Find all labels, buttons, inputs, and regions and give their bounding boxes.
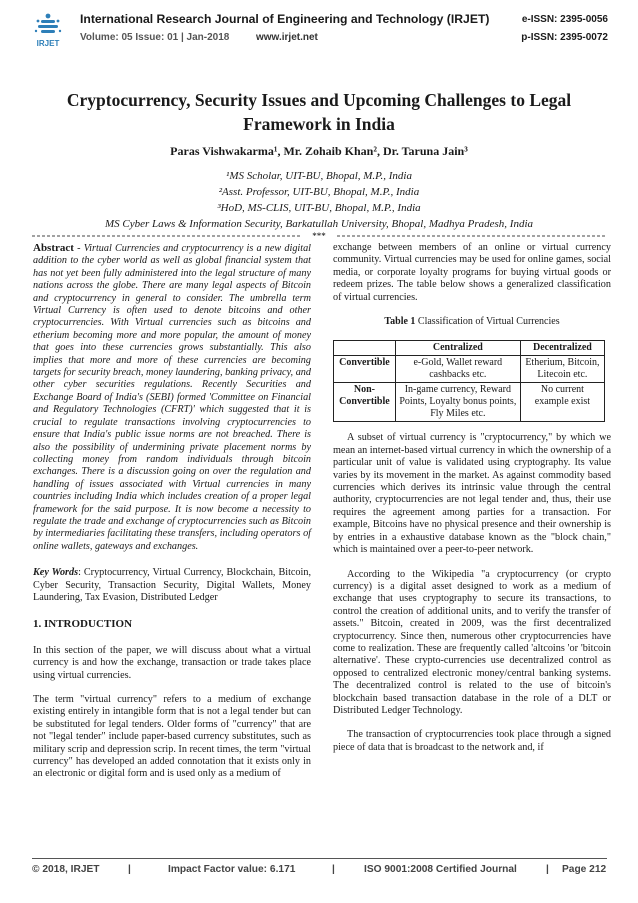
section-heading: 1. INTRODUCTION	[33, 618, 133, 631]
table-corner-cell	[334, 341, 396, 356]
table-cell: Etherium, Bitcoin, Litecoin etc.	[520, 356, 604, 383]
section-separator	[32, 232, 607, 240]
right-paragraph-2: According to the Wikipedia "a cryptocurrency (or crypto currency) is a digital asset designed to work as a medium of exchange that uses cryptography to secure its transactions, to control the creation of additional units, and to verify the transfer of assets." Bitcoin, created in 2009, was the first decentralized cryptocurrency. Since then, numerous other cryptocurrencies have come to realization. These are frequently called 'altcoins 'or 'bitcoin alternative'. These crypto-currencies use decentralized control as opposed to centralized electronic money/central banking systems. The decentralized control is related to the use of bitcoin's blockchain based transaction database in the role of a DLT or Distributed Ledger Technology.	[333, 568, 611, 716]
table-header-row	[334, 341, 605, 356]
footer-divider-mark: |	[332, 864, 335, 875]
left-column	[33, 242, 311, 781]
right-column	[333, 242, 611, 754]
right-paragraph-1: A subset of virtual currency is "cryptocurrency," by which we mean an internet-based virtual currency in which the ownership of a particular unit of value is validated using cryptography. Its value varies by its movement in the market. As against commodity based currencies which derives its intrinsic value through the central authority, cryptocurrencies are not legal tender and, thus, their use requires the agreement among parties for a transaction. For example, Bitcoins have no physical presence and their ownership is by entries in a exhaustive database known as the "block chain," which is maintained over a peer-to-peer network.	[333, 432, 611, 556]
journal-title: International Research Journal of Engineering and Technology (IRJET)	[80, 12, 490, 26]
pissn: p-ISSN: 2395-0072	[521, 32, 608, 43]
logo-text: IRJET	[36, 39, 60, 48]
table-cell: In-game currency, Reward Points, Loyalty bonus points, Fly Miles etc.	[395, 383, 520, 422]
abstract-text: - Virtual Currencies and cryptocurrency is a new digital addition to the cyber world as well as global financial system that has not yet been fully administered into the legal structure of many nations across the globe. There are many legal aspects of Bitcoin and cryptocurrency in general to consider. The umbrella term Virtual Currency is often used to denote bitcoins and other cryptocurrencies. With Virtual currencies such as bitcoins and etherium becoming more and more popular, the amount of money that goes into these currencies grows substantially. This also implies that more and more of these currencies are becoming targets for security breach, money laundering, banking privacy, and other cyber securities regulations. Recently Securities and Exchange Board of India's (SEBI) formed 'Committee on Financial and Regulatory Technologies (CFRT)' which suggested that it is crucial to regulate transactions involving cryptocurrencies to ensure that India's public issue norms are not breached. There is also the possibility of undermining private placement norms by collecting money from random individuals through bitcoin exchanges. There is a discussion going on over the regulation and handling of issues associated with Virtual currencies in many countries including India which includes creation of a proper legal framework for the said purpose. It is now become a necessity to regulate the trade and exchange of cryptocurrencies such as Bitcoin by intermediaries facilitating these transfers, including operators of online wallets, gateways and exchanges.	[33, 243, 311, 552]
footer-divider	[32, 858, 607, 859]
abstract-label: Abstract	[33, 242, 74, 254]
affiliation-3: ³HoD, MS-CLIS, UIT-BU, Bhopal, M.P., India	[217, 202, 421, 214]
right-paragraph-3: The transaction of cryptocurrencies took place through a signed piece of data that is broadcast to the network and, if	[333, 729, 611, 753]
eissn: e-ISSN: 2395-0056	[521, 14, 608, 25]
irjet-logo-icon	[32, 10, 64, 50]
table-cell: No current example exist	[520, 383, 604, 422]
footer-page: Page 212	[562, 864, 607, 875]
footer-impact: Impact Factor value: 6.171	[168, 864, 296, 875]
table-col-header: Decentralized	[520, 341, 604, 356]
right-paragraph-0: exchange between members of an online or virtual currency community. Virtual currencies may be used for online games, social media, or corporate loyalty programs for buying virtual goods or redeem prizes. The table below shows a generalized classification of virtual currencies.	[333, 242, 611, 303]
table-col-header: Centralized	[395, 341, 520, 356]
paper-authors: Paras Vishwakarma¹, Mr. Zohaib Khan², Dr. Taruna Jain³	[170, 144, 468, 158]
affiliation-1: ¹MS Scholar, UIT-BU, Bhopal, M.P., India	[226, 170, 412, 182]
keywords-text: : Cryptocurrency, Virtual Currency, Blockchain, Bitcoin, Cyber Security, Transaction Security, Digital Wallets, Money Laundering, Tax Evasion, Distributed Ledger	[33, 567, 311, 603]
volume-issue: Volume: 05 Issue: 01 | Jan-2018	[80, 32, 230, 43]
journal-website-link[interactable]: www.irjet.net	[256, 32, 318, 43]
separator-mark: ***	[312, 232, 326, 240]
table-row-header: Non-Convertible	[334, 383, 396, 422]
intro-paragraph-1: In this section of the paper, we will discuss about what a virtual currency is and how the exchange, transaction or trade takes place using virtual currencies.	[33, 644, 311, 681]
affiliations	[20, 168, 618, 232]
table-caption	[333, 316, 611, 328]
abstract	[33, 242, 311, 553]
paper-title: Cryptocurrency, Security Issues and Upcoming Challenges to Legal Framework in India	[66, 90, 572, 134]
footer-divider-mark: |	[128, 864, 131, 875]
footer-divider-mark: |	[546, 864, 549, 875]
keywords	[33, 567, 311, 604]
table-cell: e-Gold, Wallet reward cashbacks etc.	[395, 356, 520, 383]
table-row-header: Convertible	[334, 356, 396, 383]
affiliation-4: MS Cyber Laws & Information Security, Barkatullah University, Bhopal, Madhya Pradesh, India	[104, 218, 534, 230]
table-label: Table 1	[384, 316, 416, 328]
journal-meta	[80, 32, 318, 43]
table-row	[334, 383, 605, 422]
keywords-label: Key Words	[33, 567, 79, 579]
footer-iso: ISO 9001:2008 Certified Journal	[364, 864, 517, 875]
footer-copyright: © 2018, IRJET	[32, 864, 100, 875]
intro-paragraph-2: The term "virtual currency" refers to a medium of exchange existing entirely in intangible form that is not a legal tender but can be substituted for legal tenders. Older forms of "currency" that are not "legal tender" include paper-based currency substitutes, such as military scrip and depression scrip. In recent times, the term "virtual currency" has developed an added connotation that it exists only in an electronic or digital form and is used only as a medium of	[33, 694, 312, 780]
table-row	[334, 356, 605, 383]
classification-table	[333, 340, 605, 422]
affiliation-2: ²Asst. Professor, UIT-BU, Bhopal, M.P., India	[218, 186, 420, 198]
journal-header	[32, 10, 608, 52]
table-caption-text: Classification of Virtual Currencies	[417, 316, 560, 328]
